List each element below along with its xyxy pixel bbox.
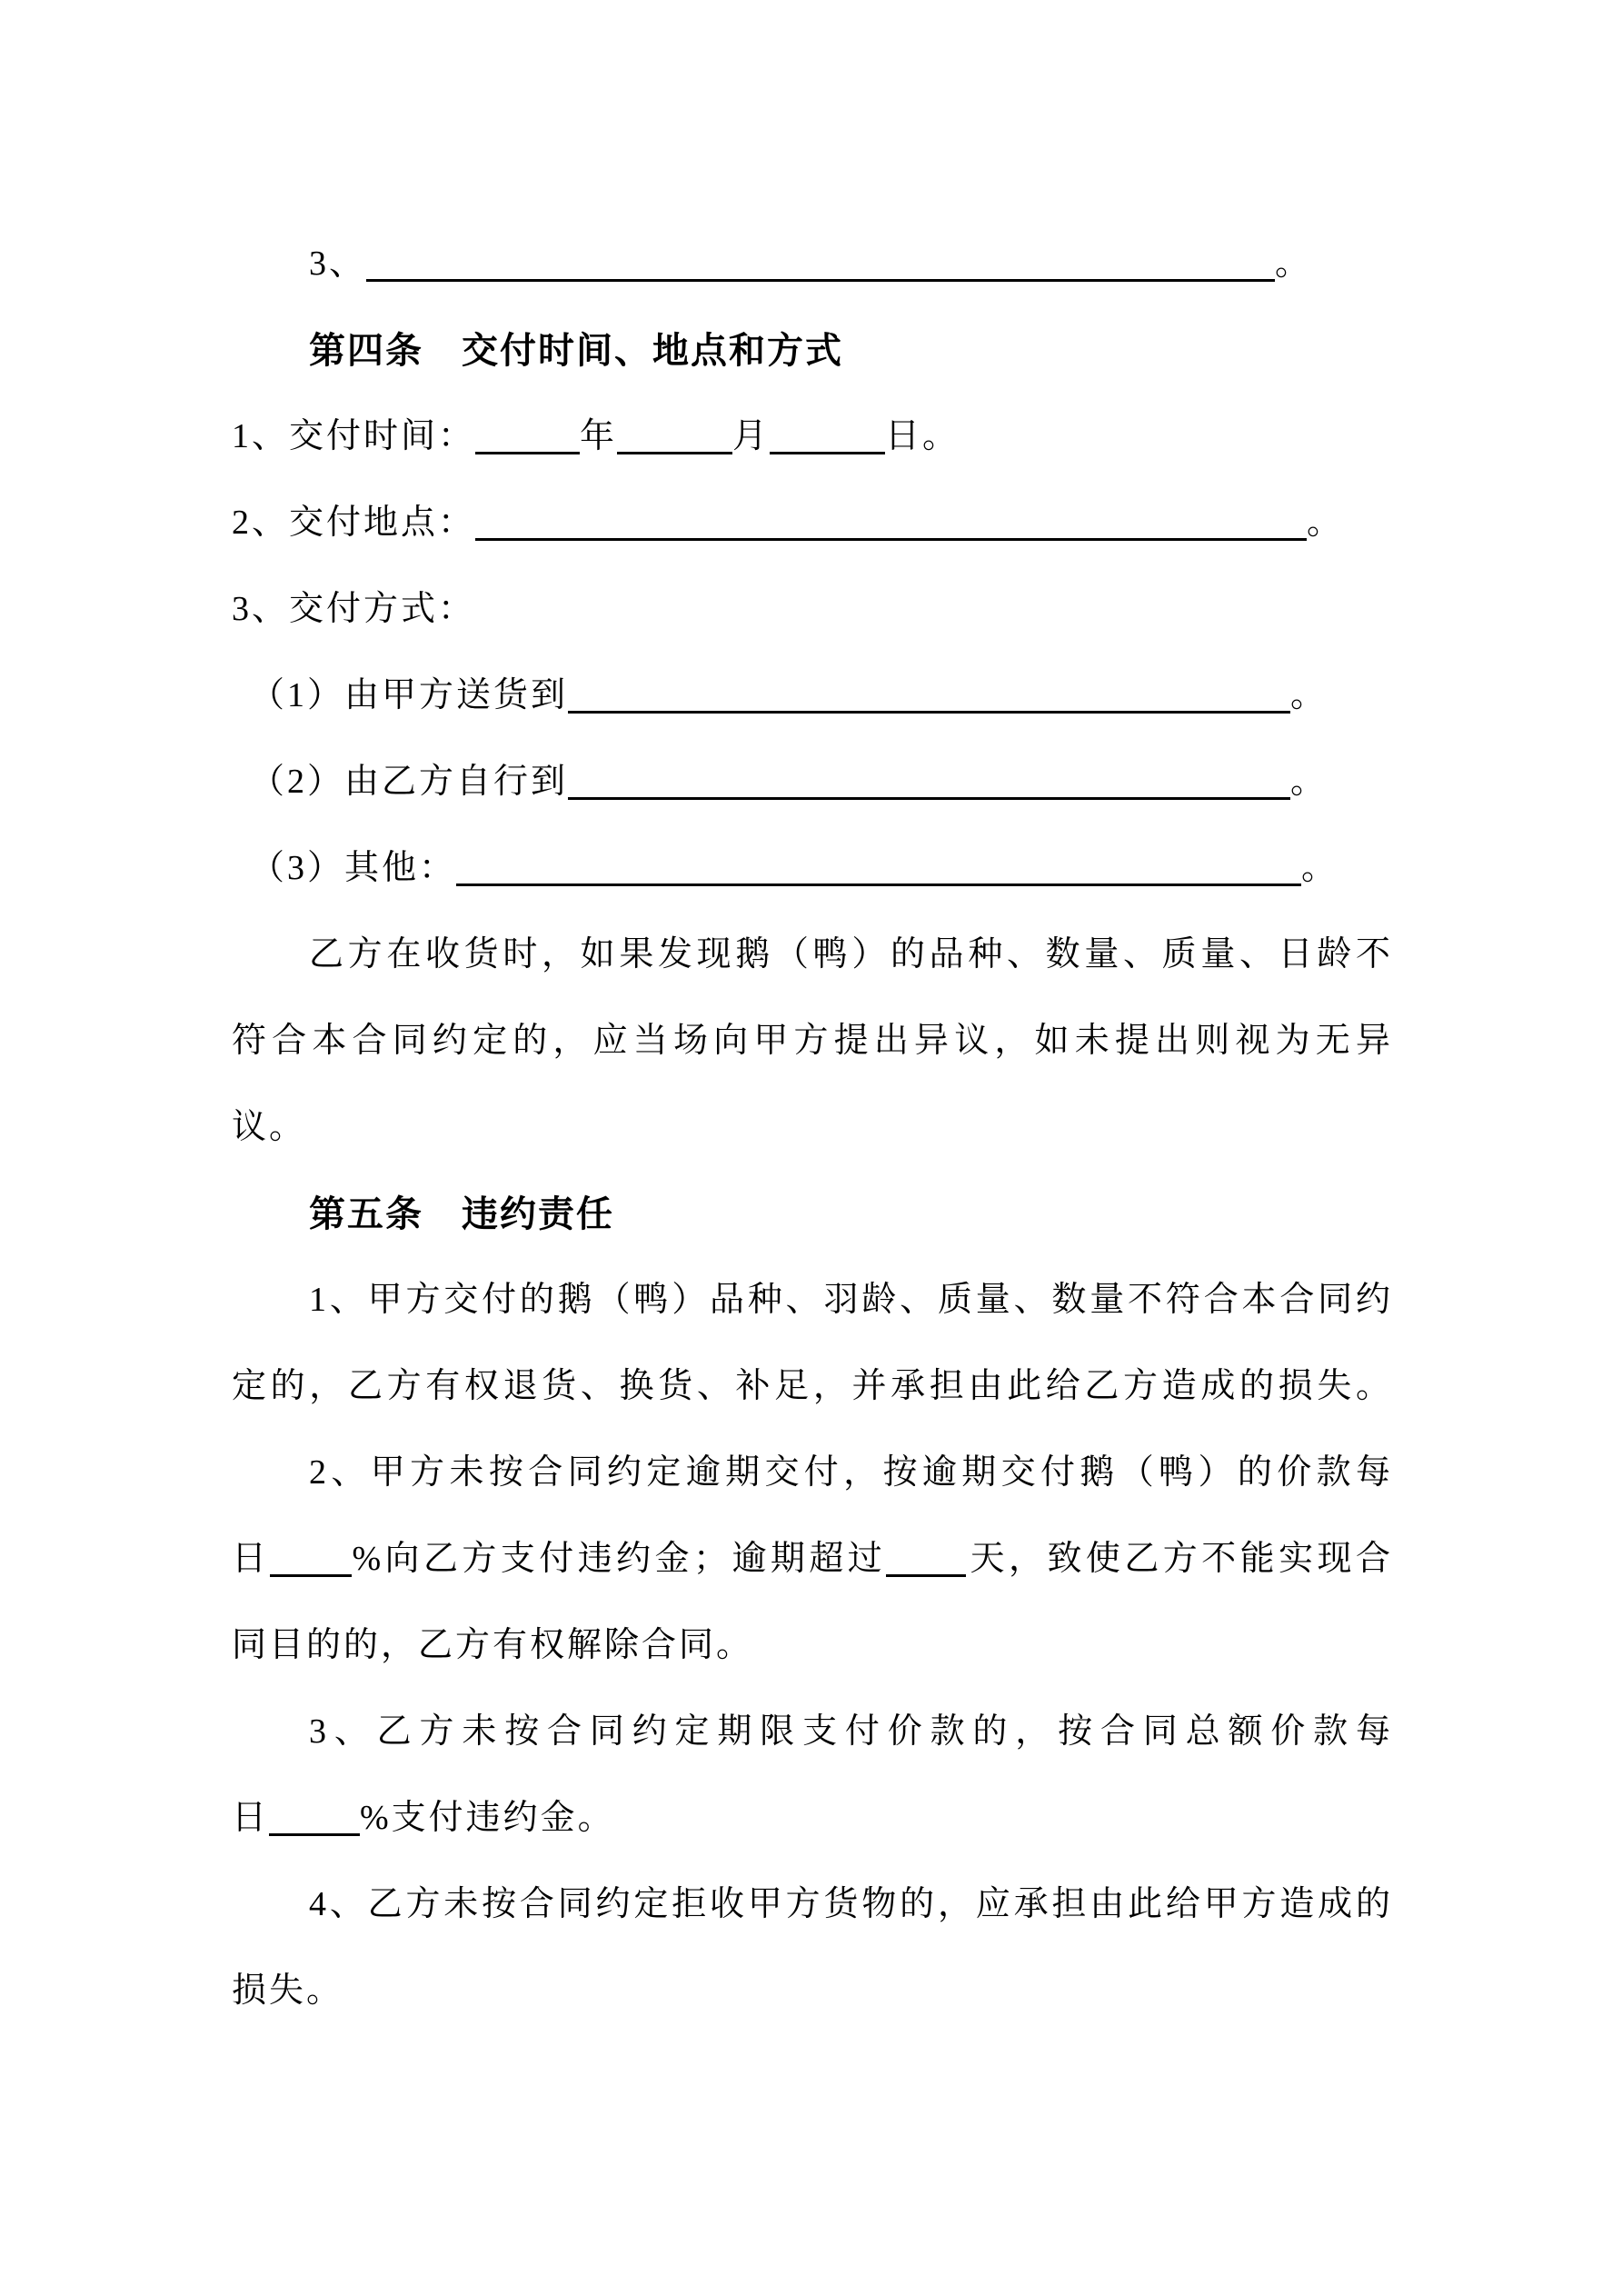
text-segment: 定的，乙方有权退货、换货、补足，并承担由此给乙方造成的损失。 (232, 1367, 1390, 1405)
document-body (232, 221, 1390, 2034)
blank-underline (270, 1572, 352, 1577)
text-segment: %支付违约金。 (360, 1799, 615, 1837)
breach-item-2-line-3 (232, 1602, 1390, 1689)
blank-underline (475, 450, 580, 454)
delivery-method-line (232, 566, 1390, 653)
blank-underline (617, 450, 732, 454)
item-3-blank (232, 221, 1390, 307)
text-segment: 。 (1307, 504, 1345, 542)
blank-underline (269, 1832, 360, 1836)
blank-underline (475, 536, 1307, 541)
text-segment: 年 (580, 417, 618, 455)
blank-underline (568, 709, 1290, 714)
text-segment: %向乙方支付违约金；逾期超过 (352, 1540, 887, 1578)
text-segment: 。 (1290, 763, 1328, 801)
breach-item-3-line-2 (232, 1775, 1390, 1862)
heading-article-4 (232, 307, 1390, 394)
breach-item-4-line-2 (232, 1948, 1390, 2034)
heading-article-5 (232, 1171, 1390, 1257)
delivery-place-line (232, 480, 1390, 566)
text-segment: 。 (1301, 849, 1339, 887)
breach-item-2-line-2 (232, 1516, 1390, 1602)
text-segment: 损失。 (232, 1972, 344, 2010)
text-segment: 3、 (309, 245, 367, 283)
breach-item-3-line-1 (232, 1689, 1390, 1775)
text-segment: 2、甲方未按合同约定逾期交付，按逾期交付鹅（鸭）的价款每 (309, 1453, 1390, 1492)
text-segment: （1）由甲方送货到 (250, 676, 569, 714)
blank-underline (366, 277, 1275, 282)
text-segment: 。 (1290, 676, 1328, 714)
breach-item-2-line-1 (232, 1430, 1390, 1516)
delivery-time-line (232, 394, 1390, 480)
text-segment: 。 (1275, 245, 1313, 283)
text-segment: 日。 (885, 417, 960, 455)
breach-item-1-line-2 (232, 1343, 1390, 1430)
text-segment: （2）由乙方自行到 (250, 763, 569, 801)
text-segment: 1、交付时间： (232, 417, 476, 455)
text-segment: 3、乙方未按合同约定期限支付价款的，按合同总额价款每 (309, 1712, 1390, 1751)
method-option-3 (232, 825, 1390, 912)
text-segment: （3）其他： (250, 849, 457, 887)
text-segment: 日 (232, 1799, 270, 1837)
blank-underline (456, 882, 1301, 886)
blank-underline (568, 795, 1290, 800)
text-segment: 4、乙方未按合同约定拒收甲方货物的，应承担由此给甲方造成的 (309, 1885, 1390, 1923)
method-option-1 (232, 653, 1390, 739)
text-segment: 议。 (232, 1108, 307, 1146)
breach-item-1-line-1 (232, 1257, 1390, 1343)
inspection-para-line-3 (232, 1084, 1390, 1171)
text-segment: 符合本合同约定的，应当场向甲方提出异议，如未提出则视为无异 (232, 1022, 1390, 1060)
blank-underline (770, 450, 885, 454)
breach-item-4-line-1 (232, 1862, 1390, 1948)
text-segment: 第四条 交付时间、地点和方式 (309, 330, 843, 371)
text-segment: 天，致使乙方不能实现合 (966, 1540, 1390, 1578)
method-option-2 (232, 739, 1390, 825)
text-segment: 2、交付地点： (232, 504, 476, 542)
text-segment: 日 (232, 1540, 271, 1578)
blank-underline (886, 1572, 966, 1577)
text-segment: 月 (732, 417, 771, 455)
text-segment: 第五条 违约责任 (309, 1193, 614, 1234)
inspection-para-line-2 (232, 998, 1390, 1084)
inspection-para-line-1 (232, 912, 1390, 998)
text-segment: 同目的的，乙方有权解除合同。 (232, 1626, 754, 1664)
text-segment: 乙方在收货时，如果发现鹅（鸭）的品种、数量、质量、日龄不 (309, 935, 1390, 973)
text-segment: 1、甲方交付的鹅（鸭）品种、羽龄、质量、数量不符合本合同约 (309, 1281, 1390, 1319)
text-segment: 3、交付方式： (232, 590, 476, 628)
